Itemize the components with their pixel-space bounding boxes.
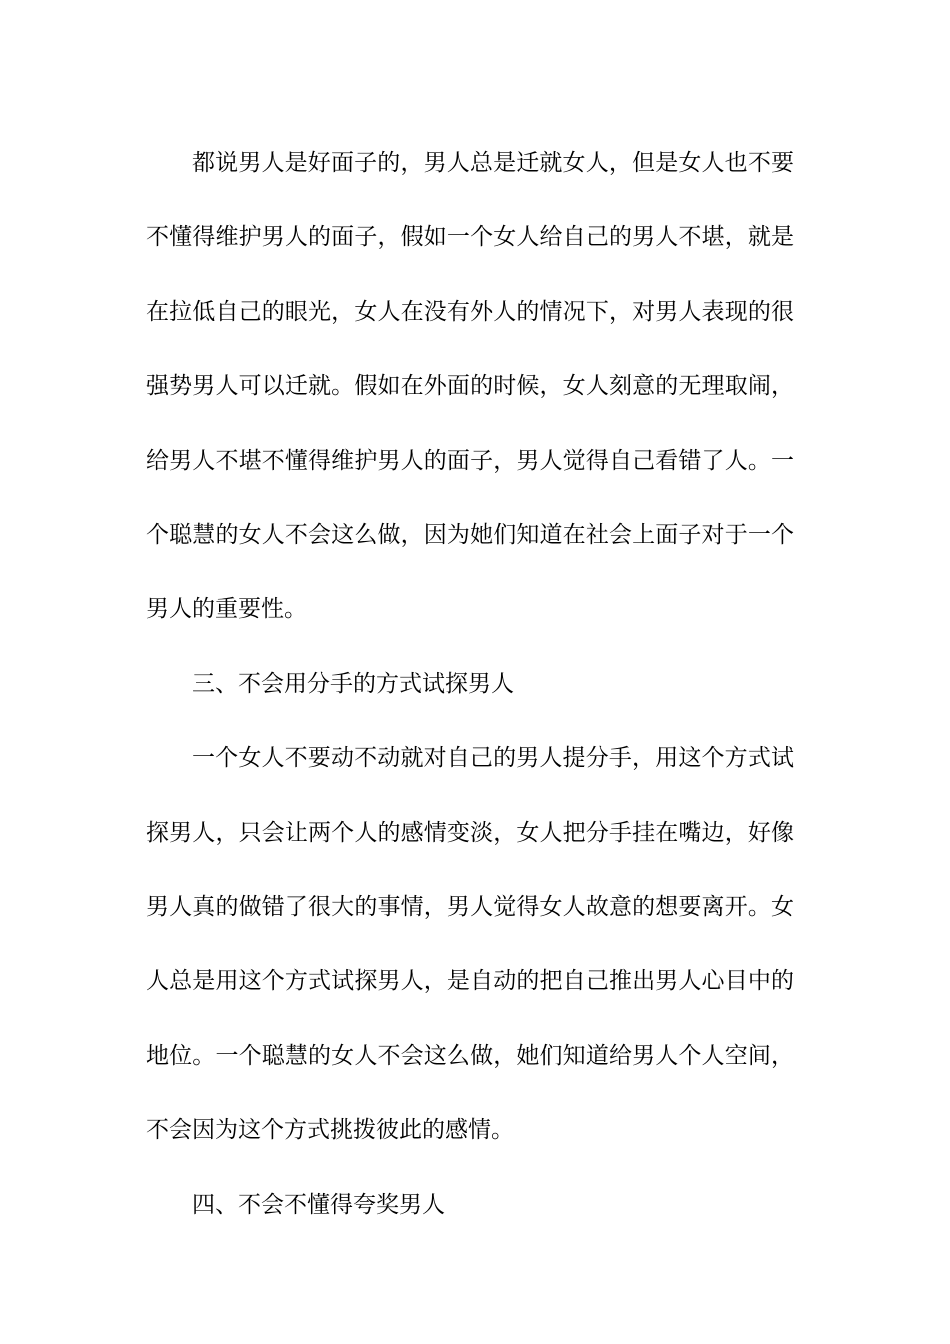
paragraph-face-saving: 都说男人是好面子的，男人总是迁就女人，但是女人也不要不懂得维护男人的面子，假如一个女人给自己的男人不堪，就是在拉低自己的眼光，女人在没有外人的情况下，对男人表现的很强势男人可以迁就。假如在外面的时候，女人刻意的无理取闹，给男人不堪不懂得维护男人的面子，男人觉得自己看错了人。一个聪慧的女人不会这么做，因为她们知道在社会上面子对于一个男人的重要性。 xyxy=(146,150,794,623)
paragraph-breakup-test: 一个女人不要动不动就对自己的男人提分手，用这个方式试探男人，只会让两个人的感情变淡，女人把分手挂在嘴边，好像男人真的做错了很大的事情，男人觉得女人故意的想要离开。女人总是用这个方式试探男人，是自动的把自己推出男人心目中的地位。一个聪慧的女人不会这么做，她们知道给男人个人空间，不会因为这个方式挑拨彼此的感情。 xyxy=(146,745,794,1144)
section-heading-4: 四、不会不懂得夸奖男人 xyxy=(192,1191,445,1218)
document-body xyxy=(146,126,794,1242)
section-heading-3: 三、不会用分手的方式试探男人 xyxy=(192,670,514,697)
